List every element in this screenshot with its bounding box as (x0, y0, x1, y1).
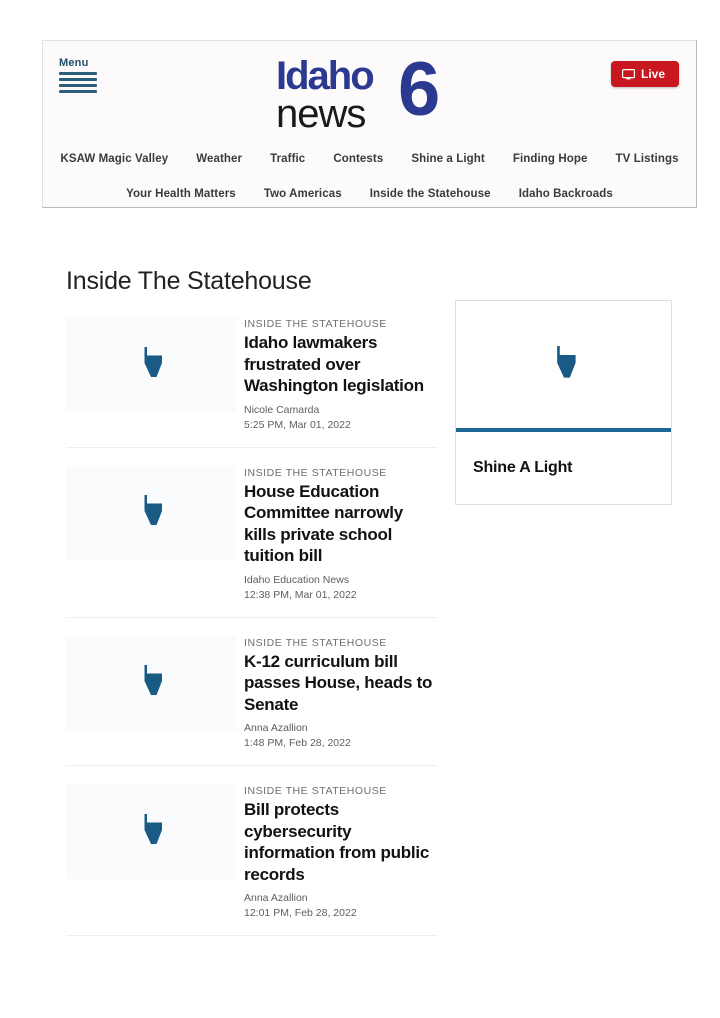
idaho-state-shape-icon (139, 495, 163, 531)
article-thumbnail (66, 636, 236, 731)
nav-item-shine-a-light[interactable]: Shine a Light (411, 152, 485, 165)
live-button-label: Live (640, 67, 665, 81)
article-text (244, 466, 437, 603)
article-thumbnail (66, 784, 236, 879)
article-byline: Anna Azallion (244, 722, 308, 734)
nav-item-inside-the-statehouse[interactable]: Inside the Statehouse (369, 187, 491, 200)
promo-card-body (456, 432, 671, 504)
article-kicker: INSIDE THE STATEHOUSE (244, 636, 387, 649)
nav-item-weather[interactable]: Weather (196, 152, 243, 165)
article-text (244, 636, 437, 752)
article-list-item[interactable] (66, 618, 437, 767)
sidebar (455, 300, 672, 936)
article-headline[interactable]: Idaho lawmakers frustrated over Washington legislation (244, 333, 424, 395)
article-text (244, 317, 437, 433)
nav-item-ksaw-magic-valley[interactable]: KSAW Magic Valley (60, 152, 169, 165)
article-byline: Idaho Education News (244, 573, 350, 586)
nav-item-two-americas[interactable]: Two Americas (263, 187, 342, 200)
article-timestamp: 5:25 PM, Mar 01, 2022 (244, 418, 351, 431)
article-kicker: INSIDE THE STATEHOUSE (244, 785, 387, 797)
nav-row-primary (43, 141, 696, 176)
article-headline[interactable]: K-12 curriculum bill passes House, heads to Senate (244, 651, 433, 714)
live-button[interactable] (611, 61, 679, 87)
nav-item-traffic[interactable]: Traffic (270, 152, 306, 165)
menu-button[interactable] (59, 57, 107, 93)
menu-button-label: Menu (59, 57, 89, 69)
promo-card-title: Shine A Light (473, 459, 573, 476)
hamburger-icon (59, 72, 97, 93)
nav-item-contests[interactable]: Contests (333, 152, 384, 165)
page-title: Inside The Statehouse (66, 266, 312, 295)
article-kicker: INSIDE THE STATEHOUSE (244, 466, 387, 479)
idaho-state-shape-icon (551, 346, 577, 384)
svg-text:6: 6 (397, 49, 440, 132)
svg-text:Idaho: Idaho (275, 54, 373, 98)
article-kicker: INSIDE THE STATEHOUSE (244, 318, 387, 330)
article-timestamp: 12:38 PM, Mar 01, 2022 (244, 588, 357, 601)
promo-card-shine-a-light[interactable] (455, 300, 672, 505)
nav-row-secondary (43, 176, 696, 211)
nav-item-finding-hope[interactable]: Finding Hope (512, 152, 588, 165)
article-list-item[interactable] (66, 300, 437, 448)
article-list-item[interactable] (66, 448, 437, 618)
article-byline: Nicole Camarda (244, 403, 320, 416)
idaho-state-shape-icon (139, 814, 163, 850)
main-content (66, 300, 672, 936)
article-headline[interactable]: House Education Committee narrowly kills private school tuition bill (244, 481, 403, 565)
masthead (43, 41, 696, 137)
nav-item-idaho-backroads[interactable]: Idaho Backroads (518, 187, 613, 200)
nav-item-your-health-matters[interactable]: Your Health Matters (126, 187, 236, 200)
article-list (66, 300, 437, 936)
article-timestamp: 1:48 PM, Feb 28, 2022 (244, 737, 351, 749)
idaho-state-shape-icon (139, 665, 163, 701)
article-byline: Anna Azallion (244, 892, 308, 904)
site-navigation (43, 137, 696, 211)
site-logo[interactable] (270, 49, 470, 133)
article-headline[interactable]: Bill protects cybersecurity information from public records (244, 800, 430, 884)
idaho-state-shape-icon (139, 347, 163, 383)
article-text (244, 784, 437, 921)
article-list-item[interactable] (66, 766, 437, 936)
promo-card-image (456, 301, 671, 428)
site-header (42, 40, 697, 208)
article-thumbnail (66, 317, 236, 412)
nav-item-tv-listings[interactable]: TV Listings (615, 152, 679, 165)
svg-text:news: news (275, 92, 365, 133)
article-timestamp: 12:01 PM, Feb 28, 2022 (244, 907, 357, 919)
article-thumbnail (66, 466, 236, 561)
monitor-icon (622, 69, 635, 80)
